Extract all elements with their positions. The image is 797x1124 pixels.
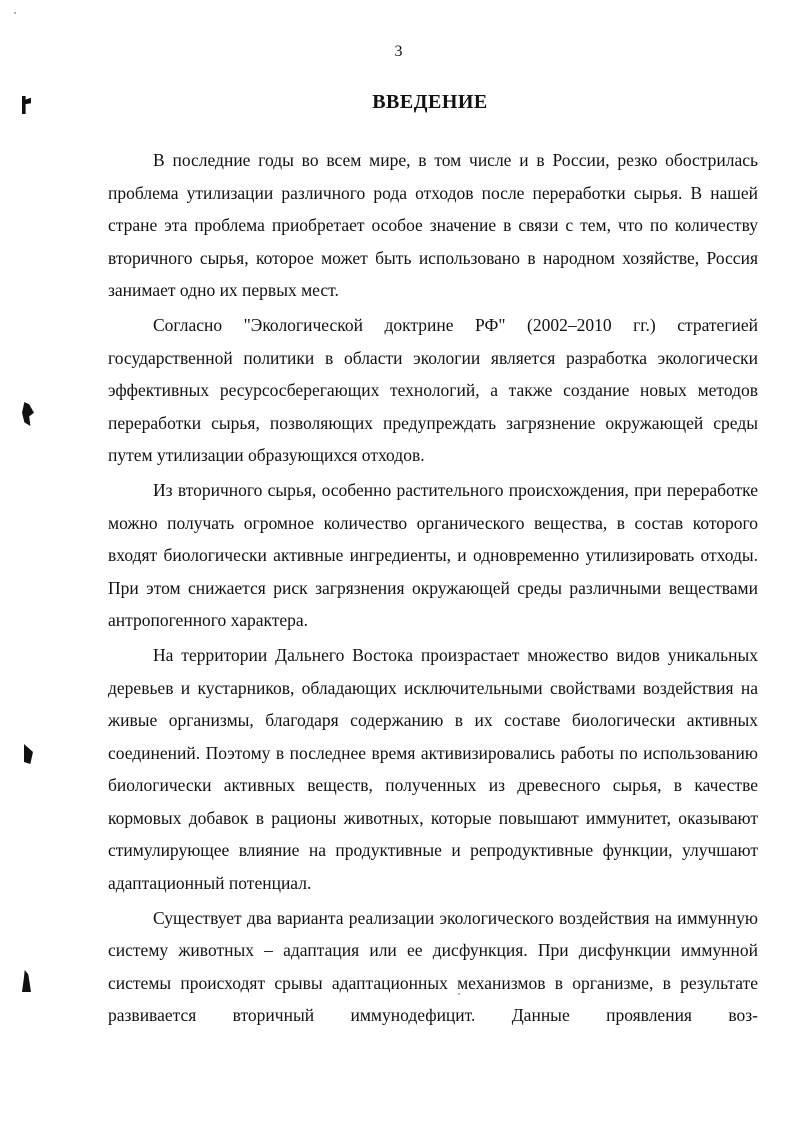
binding-mark-icon	[24, 744, 33, 764]
scan-speck	[458, 993, 460, 995]
paragraph-2: Согласно "Экологической доктрине РФ" (2002–2010 гг.) стратегией государственной политики в области экологии является разработка экологически эффективных ресурсосберегающих технологий, а также создание новых методов переработки сырья, позволяющих предупреждать загрязнение окружающей среды путем утилизации образующихся отходов.	[108, 314, 758, 466]
scan-speck	[14, 12, 16, 14]
binding-mark-icon	[22, 402, 34, 426]
paragraph-3: Из вторичного сырья, особенно растительного происхождения, при переработке можно получать огромное количество органического вещества, в состав которого входят биологически активные ингредиенты, и одновременно утилизировать отходы. При этом снижается риск загрязнения окружающей среды различными веществами антропогенного характера.	[108, 479, 758, 631]
body-text	[108, 144, 758, 1032]
binding-mark-icon	[22, 970, 31, 992]
page-number: 3	[394, 43, 403, 60]
paragraph-4: На территории Дальнего Востока произрастает множество видов уникальных деревьев и кустарников, обладающих исключительными свойствами воздействия на живые организмы, благодаря содержанию в их составе биологически активных соединений. Поэтому в последнее время активизировались работы по использованию биологически активных веществ, полученных из древесного сырья, в качестве кормовых добавок в рационы животных, которые повышают иммунитет, оказывают стимулирующее влияние на продуктивные и репродуктивные функции, улучшают адаптационный потенциал.	[108, 644, 758, 894]
paragraph-5: Существует два варианта реализации экологического воздействия на иммунную систему животных – адаптация или ее дисфункция. При дисфункции иммунной системы происходят срывы адаптационных механизмов в организме, в результате развивается вторичный иммунодефицит. Данные проявления воз-	[108, 907, 758, 1026]
paragraph-1: В последние годы во всем мире, в том числе и в России, резко обострилась проблема утилизации различного рода отходов после переработки сырья. В нашей стране эта проблема приобретает особое значение в связи с тем, что по количеству вторичного сырья, которое может быть использовано в народном хозяйстве, Россия занимает одно их первых мест.	[108, 150, 758, 301]
page-title: ВВЕДЕНИЕ	[372, 91, 488, 113]
